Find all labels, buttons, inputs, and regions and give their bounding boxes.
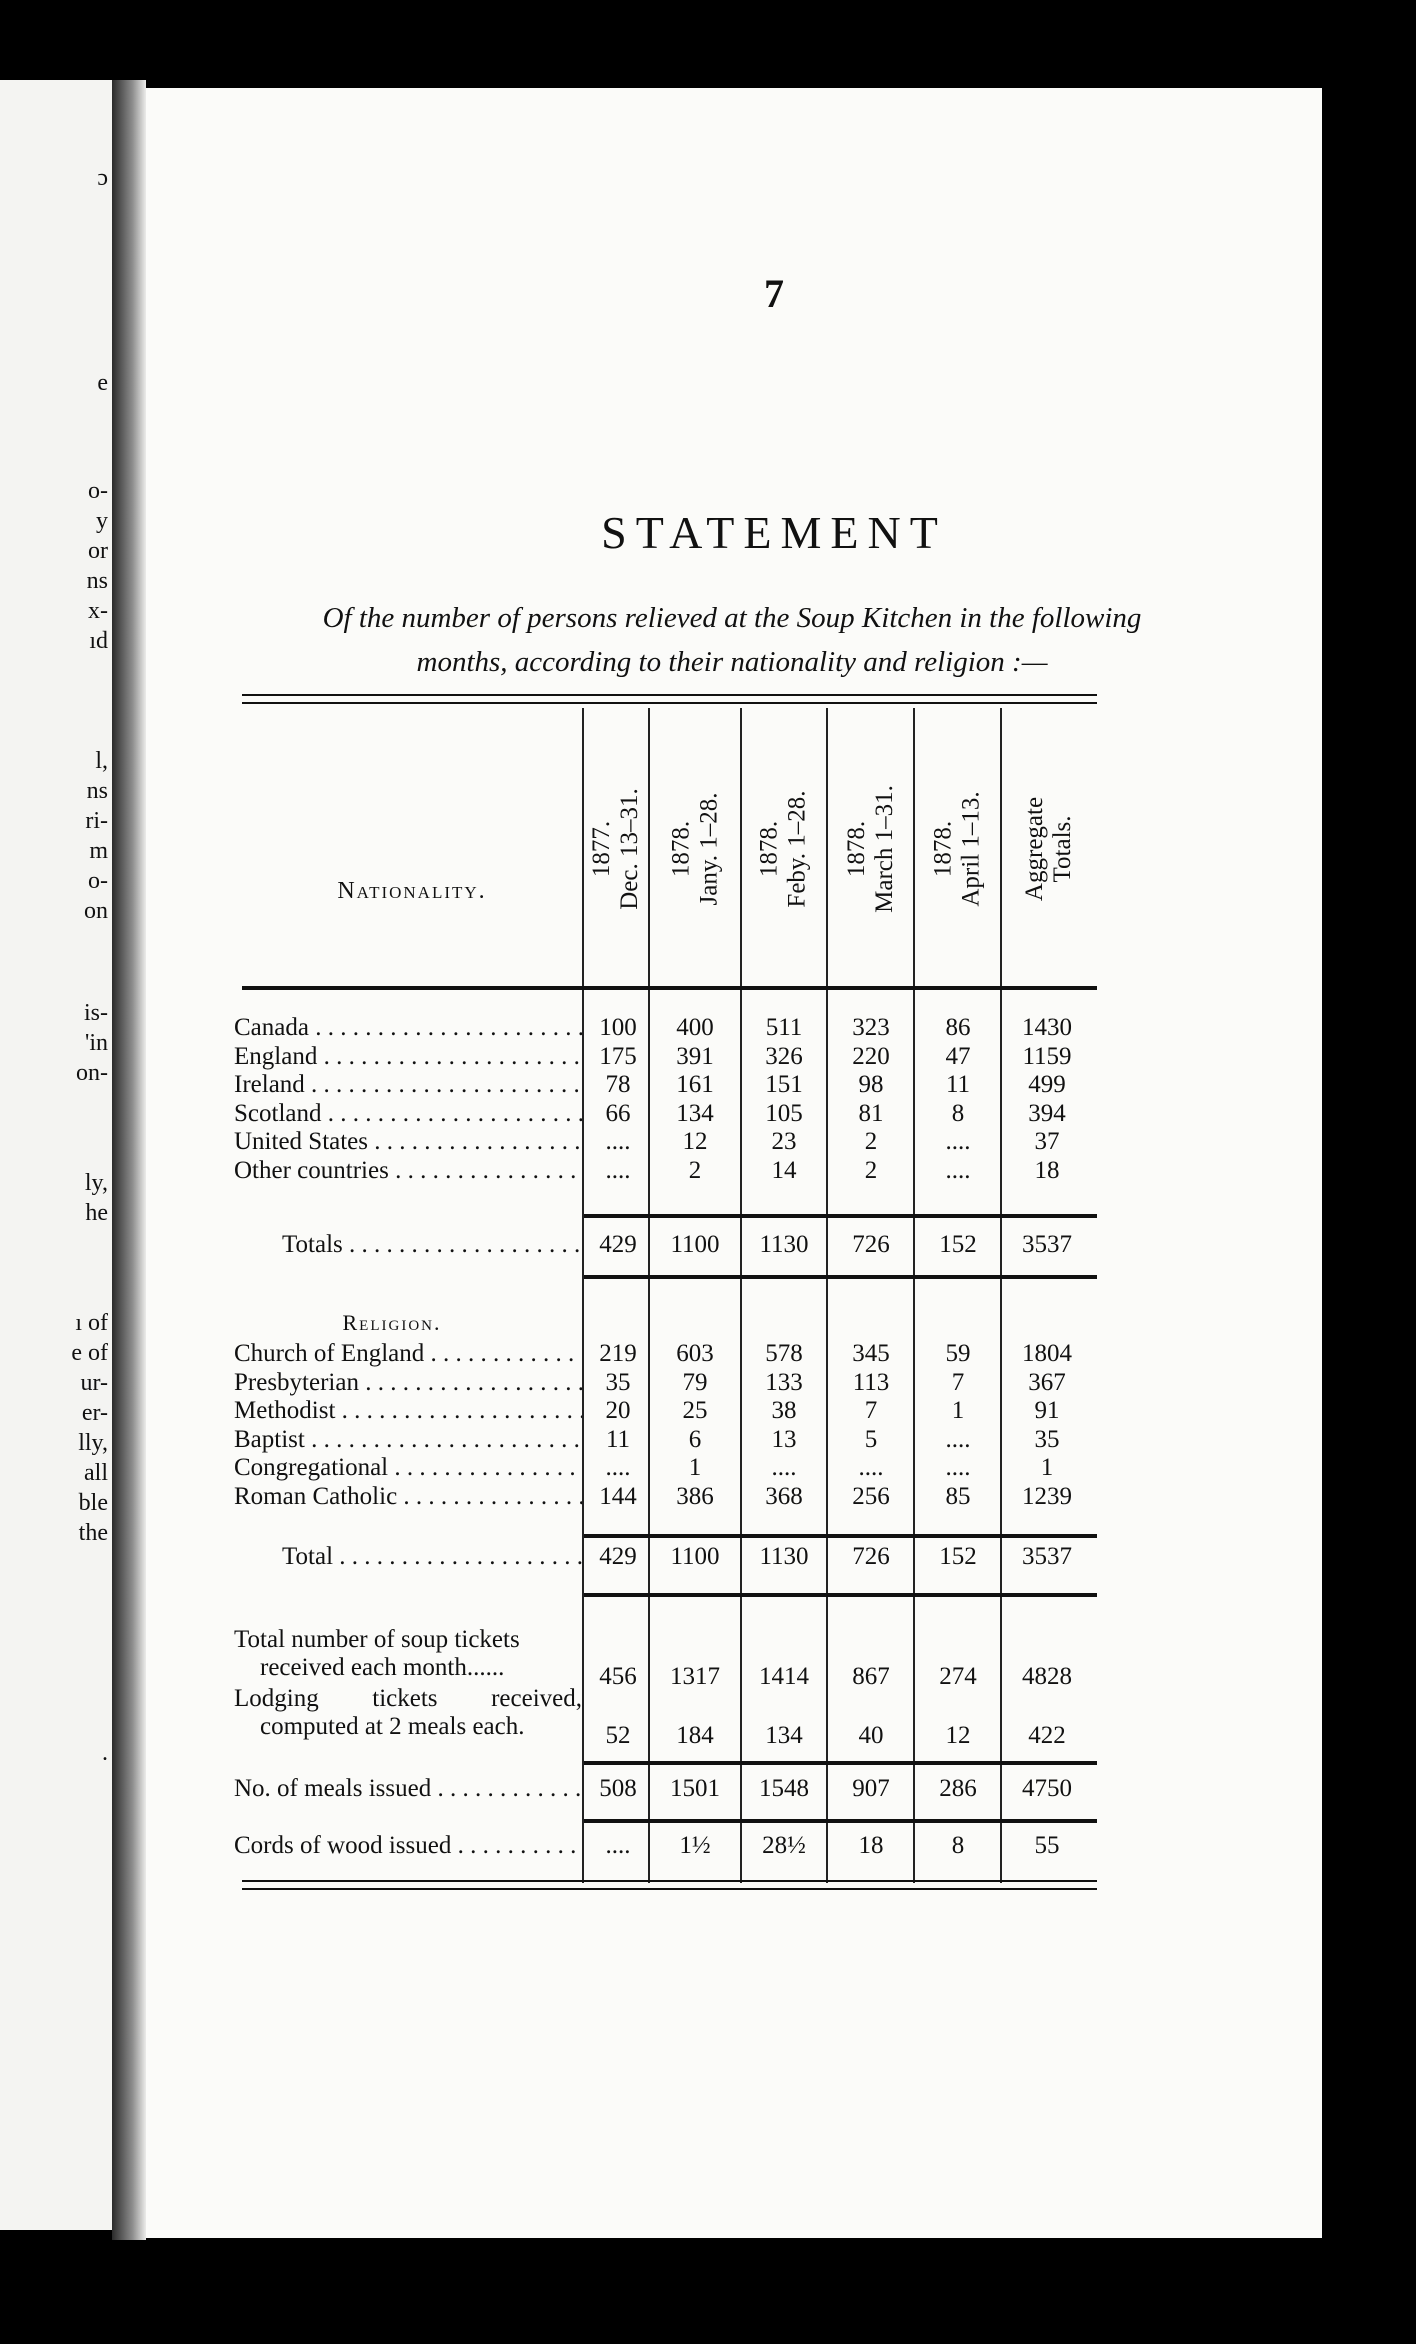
table-cell: 1159 [1022, 1042, 1072, 1070]
row-label: Roman Catholic . . . [234, 1483, 582, 1511]
table-cell: .... [605, 1832, 631, 1859]
row-label: Church of England . . . [234, 1340, 582, 1368]
table-cell: 323 [852, 1014, 890, 1041]
previous-page-text-fragment: is- [84, 1000, 108, 1026]
table-cell: 1 [1040, 1454, 1054, 1481]
table-cell: 1548 [759, 1775, 809, 1802]
table-cell: 11 [605, 1425, 631, 1453]
table-cell: 394 [1028, 1099, 1066, 1127]
row-label: Scotland . . . [234, 1100, 582, 1128]
page: 7 STATEMENT Of the number of persons relieved at the Soup Kitchen in the following months, according to their nationality and religion :— Nationality. 1877. Dec. 13–31. 1878. Jany. 1–28. 1878. Feby. 1–28. 1878. March 1–31. 1878. April 1–13. Aggregate Totals. Canada . . . 100 400 511 323 86 1430 England . . . 175 391 326 220 47 1159 Ireland . . . 78 161 151 98 11 499 Scotland . . . 66 134 105 81 8 394 United States . . . .... 12 23 2 .... 37 Other countries . . . .... 2 14 2 .... 18 Totals . . . 429 1100 1130 726 152 3537 Religion. Church of England . . . 219 603 578 345 59 1804 Presbyterian . . . 35 79 133 113 7 367 Methodist . . . 20 25 38 7 1 91 Baptist . . . 11 6 13 5 .... 35 Congregational . . . .... 1 .... .... .... 1 Roman Catholic . . . 144 386 368 256 85 1239 Total . . . 429 1100 1130 726 152 3537 Total number of soup tickets received each month...... 456 1317 1414 867 274 4828 Lodging tickets received, computed at 2 meals each. 52 184 134 40 12 422 No. of meals issued . . . 508 1501 1548 907 286 4750 Cords of wood issued . . . .... 1½ 28½ 18 8 55 [146, 88, 1322, 2238]
table-cell: 274 [939, 1663, 977, 1690]
table-cell: 13 [771, 1425, 797, 1453]
table-cell: 91 [1034, 1397, 1060, 1424]
table-cell: 79 [682, 1368, 708, 1396]
column-header-jan-1878: 1878. Jany. 1–28. [667, 792, 723, 906]
table-cell: .... [945, 1128, 971, 1155]
previous-page-text-fragment: x- [88, 598, 108, 624]
table-cell: 326 [765, 1042, 803, 1070]
table-cell: 6 [688, 1425, 702, 1453]
table-cell: 113 [852, 1368, 890, 1396]
table-cell: 345 [852, 1340, 890, 1367]
religion-total-bottom-rule [584, 1593, 1097, 1597]
table-cell: 1100 [670, 1231, 720, 1258]
table-cell: .... [945, 1156, 971, 1184]
page-number: 7 [764, 271, 784, 316]
table-cell: 2 [864, 1128, 878, 1155]
table-cell: 511 [765, 1014, 803, 1041]
table-cell: 5 [864, 1425, 878, 1453]
table-cell: 1 [688, 1454, 702, 1481]
table-cell: 52 [605, 1722, 631, 1749]
previous-page-text-fragment: ly, [84, 1170, 108, 1196]
column-header-dec-1877: 1877. Dec. 13–31. [588, 788, 643, 910]
table-cell: 1100 [670, 1543, 720, 1570]
row-label: Presbyterian . . . [234, 1369, 582, 1397]
subtitle-line-1: Of the number of persons relieved at the Soup Kitchen in the following [322, 602, 1142, 634]
table-cell: 429 [599, 1231, 637, 1258]
table-cell: 603 [676, 1340, 714, 1367]
table-cell: 25 [682, 1397, 708, 1424]
table-cell: 1501 [670, 1775, 720, 1802]
table-cell: 2 [688, 1156, 702, 1184]
previous-page-text-fragment: e [97, 370, 108, 396]
previous-page-text-fragment: o- [88, 478, 108, 504]
wood-top-rule [584, 1819, 1097, 1823]
table-cell: 2 [864, 1156, 878, 1184]
table-cell: 867 [852, 1663, 890, 1690]
table-cell: 7 [951, 1368, 965, 1396]
table-cell: 1130 [759, 1231, 809, 1258]
statement-subtitle [232, 596, 1232, 684]
previous-page-text-fragment: l, [95, 748, 108, 774]
table-cell: 35 [1034, 1425, 1060, 1453]
table-cell: 23 [771, 1128, 797, 1155]
meals-top-rule [584, 1761, 1097, 1765]
previous-page-text-fragment: . [102, 1740, 108, 1766]
column-header-mar-1878: 1878. March 1–31. [842, 785, 898, 913]
table-cell: 422 [1028, 1722, 1066, 1749]
previous-page-text-fragment: ıd [89, 628, 108, 654]
table-cell: 100 [599, 1014, 637, 1041]
table-cell: 78 [605, 1071, 631, 1098]
previous-page-text-fragment: lly, [78, 1430, 108, 1456]
table-cell: 175 [599, 1042, 637, 1070]
table-cell: 55 [1034, 1832, 1060, 1859]
table-cell: 40 [858, 1722, 884, 1749]
table-cell: .... [858, 1454, 884, 1481]
table-cell: 429 [599, 1543, 637, 1570]
book-gutter [112, 80, 146, 2240]
previous-page-text-fragment: er- [81, 1400, 108, 1426]
table-cell: 4828 [1022, 1663, 1072, 1690]
table-cell: 220 [852, 1042, 890, 1070]
table-cell: 391 [676, 1042, 714, 1070]
previous-page-text-fragment: o- [88, 868, 108, 894]
table-cell: 38 [771, 1397, 797, 1424]
religion-total-top-rule [584, 1534, 1097, 1538]
table-cell: 8 [951, 1099, 965, 1127]
previous-page-text-fragment: 'in [85, 1030, 108, 1056]
table-cell: 98 [858, 1071, 884, 1098]
table-cell: 726 [852, 1231, 890, 1258]
previous-page-text-fragment: m [89, 838, 108, 864]
table-cell: 1430 [1022, 1014, 1072, 1041]
table-cell: 59 [945, 1340, 971, 1367]
previous-page-text-fragment: ns [86, 568, 108, 594]
table-cell: 81 [858, 1099, 884, 1127]
totals-bottom-rule [584, 1275, 1097, 1279]
table-cell: 66 [605, 1099, 631, 1127]
table-cell: 1804 [1022, 1340, 1072, 1367]
previous-page-text-fragment: the [78, 1520, 108, 1546]
table-cell: 1414 [759, 1663, 809, 1690]
table-cell: 8 [951, 1832, 965, 1859]
table-cell: 85 [945, 1482, 971, 1510]
table-cell: 3537 [1022, 1231, 1072, 1258]
table-cell: 256 [852, 1482, 890, 1510]
table-cell: .... [945, 1425, 971, 1453]
table-cell: 47 [945, 1042, 971, 1070]
row-label: Baptist . . . [234, 1426, 582, 1454]
table-cell: 1239 [1022, 1482, 1072, 1510]
row-label: Congregational . . . [234, 1454, 582, 1482]
table-cell: 12 [682, 1128, 708, 1155]
table-cell: 1130 [759, 1543, 809, 1570]
column-header-aggregate: Aggregate Totals. [1021, 796, 1077, 902]
row-label: Other countries . . . [234, 1157, 582, 1185]
table-cell: 11 [945, 1071, 971, 1098]
table-top-rule [242, 694, 1097, 704]
table-cell: 12 [945, 1722, 971, 1749]
table-cell: 367 [1028, 1368, 1066, 1396]
table-cell: .... [605, 1128, 631, 1155]
table-cell: .... [945, 1454, 971, 1481]
table-cell: 368 [765, 1482, 803, 1510]
previous-page-text-fragment: y [96, 508, 108, 534]
table-cell: 105 [765, 1099, 803, 1127]
previous-page-text-fragment: all [84, 1460, 108, 1486]
table-cell: 3537 [1022, 1543, 1072, 1570]
previous-page-text-fragment: on [84, 898, 108, 924]
table-cell: 184 [676, 1722, 714, 1749]
table-cell: 499 [1028, 1071, 1066, 1098]
table-cell: 508 [599, 1775, 637, 1802]
previous-page-text-fragment: ı of [75, 1310, 108, 1336]
table-cell: 161 [676, 1071, 714, 1098]
table-cell: 456 [599, 1663, 637, 1690]
table-cell: 14 [771, 1156, 797, 1184]
previous-page-text-fragment: ns [86, 778, 108, 804]
table-cell: 400 [676, 1014, 714, 1041]
table-cell: 35 [605, 1368, 631, 1396]
table-cell: 726 [852, 1543, 890, 1570]
table-cell: .... [771, 1454, 797, 1481]
table-cell: 386 [676, 1482, 714, 1510]
table-cell: 18 [858, 1832, 884, 1859]
table-cell: 134 [765, 1722, 803, 1749]
row-label: Ireland . . . [234, 1071, 582, 1099]
table-cell: .... [605, 1156, 631, 1184]
table-cell: 133 [765, 1368, 803, 1396]
column-header-apr-1878: 1878. April 1–13. [929, 791, 985, 907]
column-header-feb-1878: 1878. Feby. 1–28. [756, 790, 812, 908]
table-cell: 286 [939, 1775, 977, 1802]
table-cell: 151 [765, 1071, 803, 1098]
table-cell: 4750 [1022, 1775, 1072, 1802]
previous-page-text-fragment: he [85, 1200, 108, 1226]
table-cell: 578 [765, 1340, 803, 1367]
totals-top-rule [584, 1214, 1097, 1218]
row-label: England . . . [234, 1043, 582, 1071]
previous-page-text-fragment: on- [76, 1060, 108, 1086]
subtitle-line-2: months, according to their nationality and religion :— [416, 646, 1048, 678]
table-bottom-rule [242, 1880, 1097, 1890]
statement-title: STATEMENT [601, 507, 947, 558]
table-cell: 1 [951, 1397, 965, 1424]
table-cell: 20 [605, 1397, 631, 1424]
table-cell: 144 [599, 1482, 637, 1510]
table-cell: 86 [945, 1014, 971, 1041]
previous-page-text-fragment: ɔ [97, 165, 108, 191]
nationality-header: Nationality. [337, 878, 487, 904]
table-cell: 37 [1034, 1128, 1060, 1155]
table-cell: 907 [852, 1775, 890, 1802]
table-cell: 134 [676, 1099, 714, 1127]
previous-page-text-fragment: or [88, 538, 108, 564]
row-label: United States . . . [234, 1128, 582, 1156]
table-cell: 18 [1034, 1156, 1060, 1184]
table-cell: 1317 [670, 1663, 720, 1690]
previous-page-text-fragment: ur- [80, 1370, 108, 1396]
religion-heading: Religion. [342, 1310, 442, 1335]
table-cell: 152 [939, 1231, 977, 1258]
table-cell: .... [605, 1454, 631, 1481]
table-cell: 28½ [762, 1832, 806, 1859]
table-cell: 219 [599, 1340, 637, 1367]
row-label: Methodist . . . [234, 1397, 582, 1425]
table-cell: 152 [939, 1543, 977, 1570]
row-label: Canada . . . [234, 1014, 582, 1042]
previous-page-text-fragment: e of [71, 1340, 108, 1366]
previous-page-edge [0, 80, 112, 2230]
previous-page-text-fragment: ble [78, 1490, 108, 1516]
table-cell: 1½ [679, 1832, 711, 1859]
table-cell: 7 [864, 1397, 878, 1424]
previous-page-text-fragment: ri- [85, 808, 108, 834]
